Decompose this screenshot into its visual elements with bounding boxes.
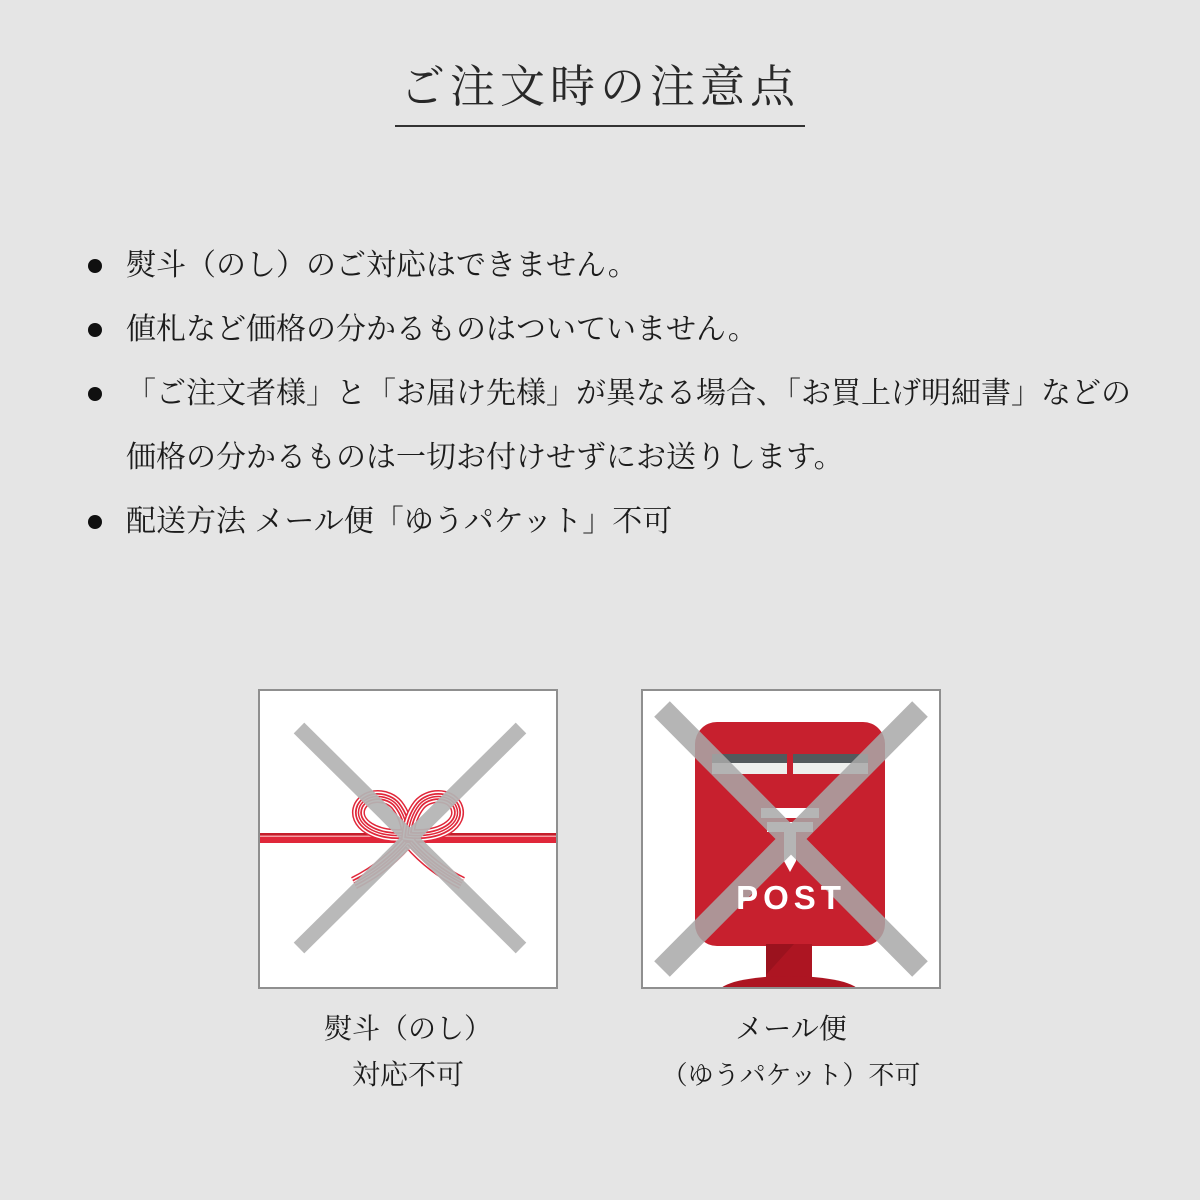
note-text: 配送方法 メール便「ゆうパケット」不可 bbox=[126, 505, 673, 538]
title-underline bbox=[395, 125, 805, 127]
noshi-illustration bbox=[260, 691, 556, 987]
list-item bbox=[88, 490, 1160, 554]
bullet-icon bbox=[88, 323, 102, 337]
note-text: 熨斗（のし）のご対応はできません。 bbox=[126, 249, 638, 282]
postbox-illustration bbox=[643, 691, 939, 987]
caption-line: （ゆうパケット）不可 bbox=[661, 1060, 921, 1090]
bullet-icon bbox=[88, 387, 102, 401]
note-text: 「ご注文者様」と「お届け先様」が異なる場合、「お買上げ明細書」などの bbox=[126, 377, 1131, 410]
caption-line: メール便 bbox=[735, 1013, 847, 1044]
note-text: 価格の分かるものは一切お付けせずにお送りします。 bbox=[126, 441, 844, 474]
bullet-icon bbox=[88, 515, 102, 529]
postbox-crossed-icon bbox=[641, 689, 941, 989]
figure-noshi bbox=[258, 689, 558, 1098]
noshi-crossed-icon bbox=[258, 689, 558, 989]
notes-list bbox=[88, 234, 1160, 554]
postbox-stand bbox=[719, 944, 859, 987]
figure-mailbox bbox=[641, 689, 941, 1098]
note-text: 値札など価格の分かるものはついていません。 bbox=[126, 313, 758, 346]
bullet-icon bbox=[88, 259, 102, 273]
page-title: ご注文時の注意点 bbox=[399, 61, 800, 112]
noshi-caption bbox=[258, 1006, 558, 1098]
post-label: POST bbox=[736, 879, 846, 916]
list-item bbox=[88, 234, 1160, 298]
caption-line: 対応不可 bbox=[351, 1059, 464, 1090]
list-item bbox=[88, 362, 1160, 490]
mailbox-caption bbox=[641, 1006, 941, 1098]
list-item bbox=[88, 298, 1160, 362]
title-block bbox=[0, 58, 1200, 127]
caption-line: 熨斗（のし） bbox=[323, 1013, 492, 1044]
